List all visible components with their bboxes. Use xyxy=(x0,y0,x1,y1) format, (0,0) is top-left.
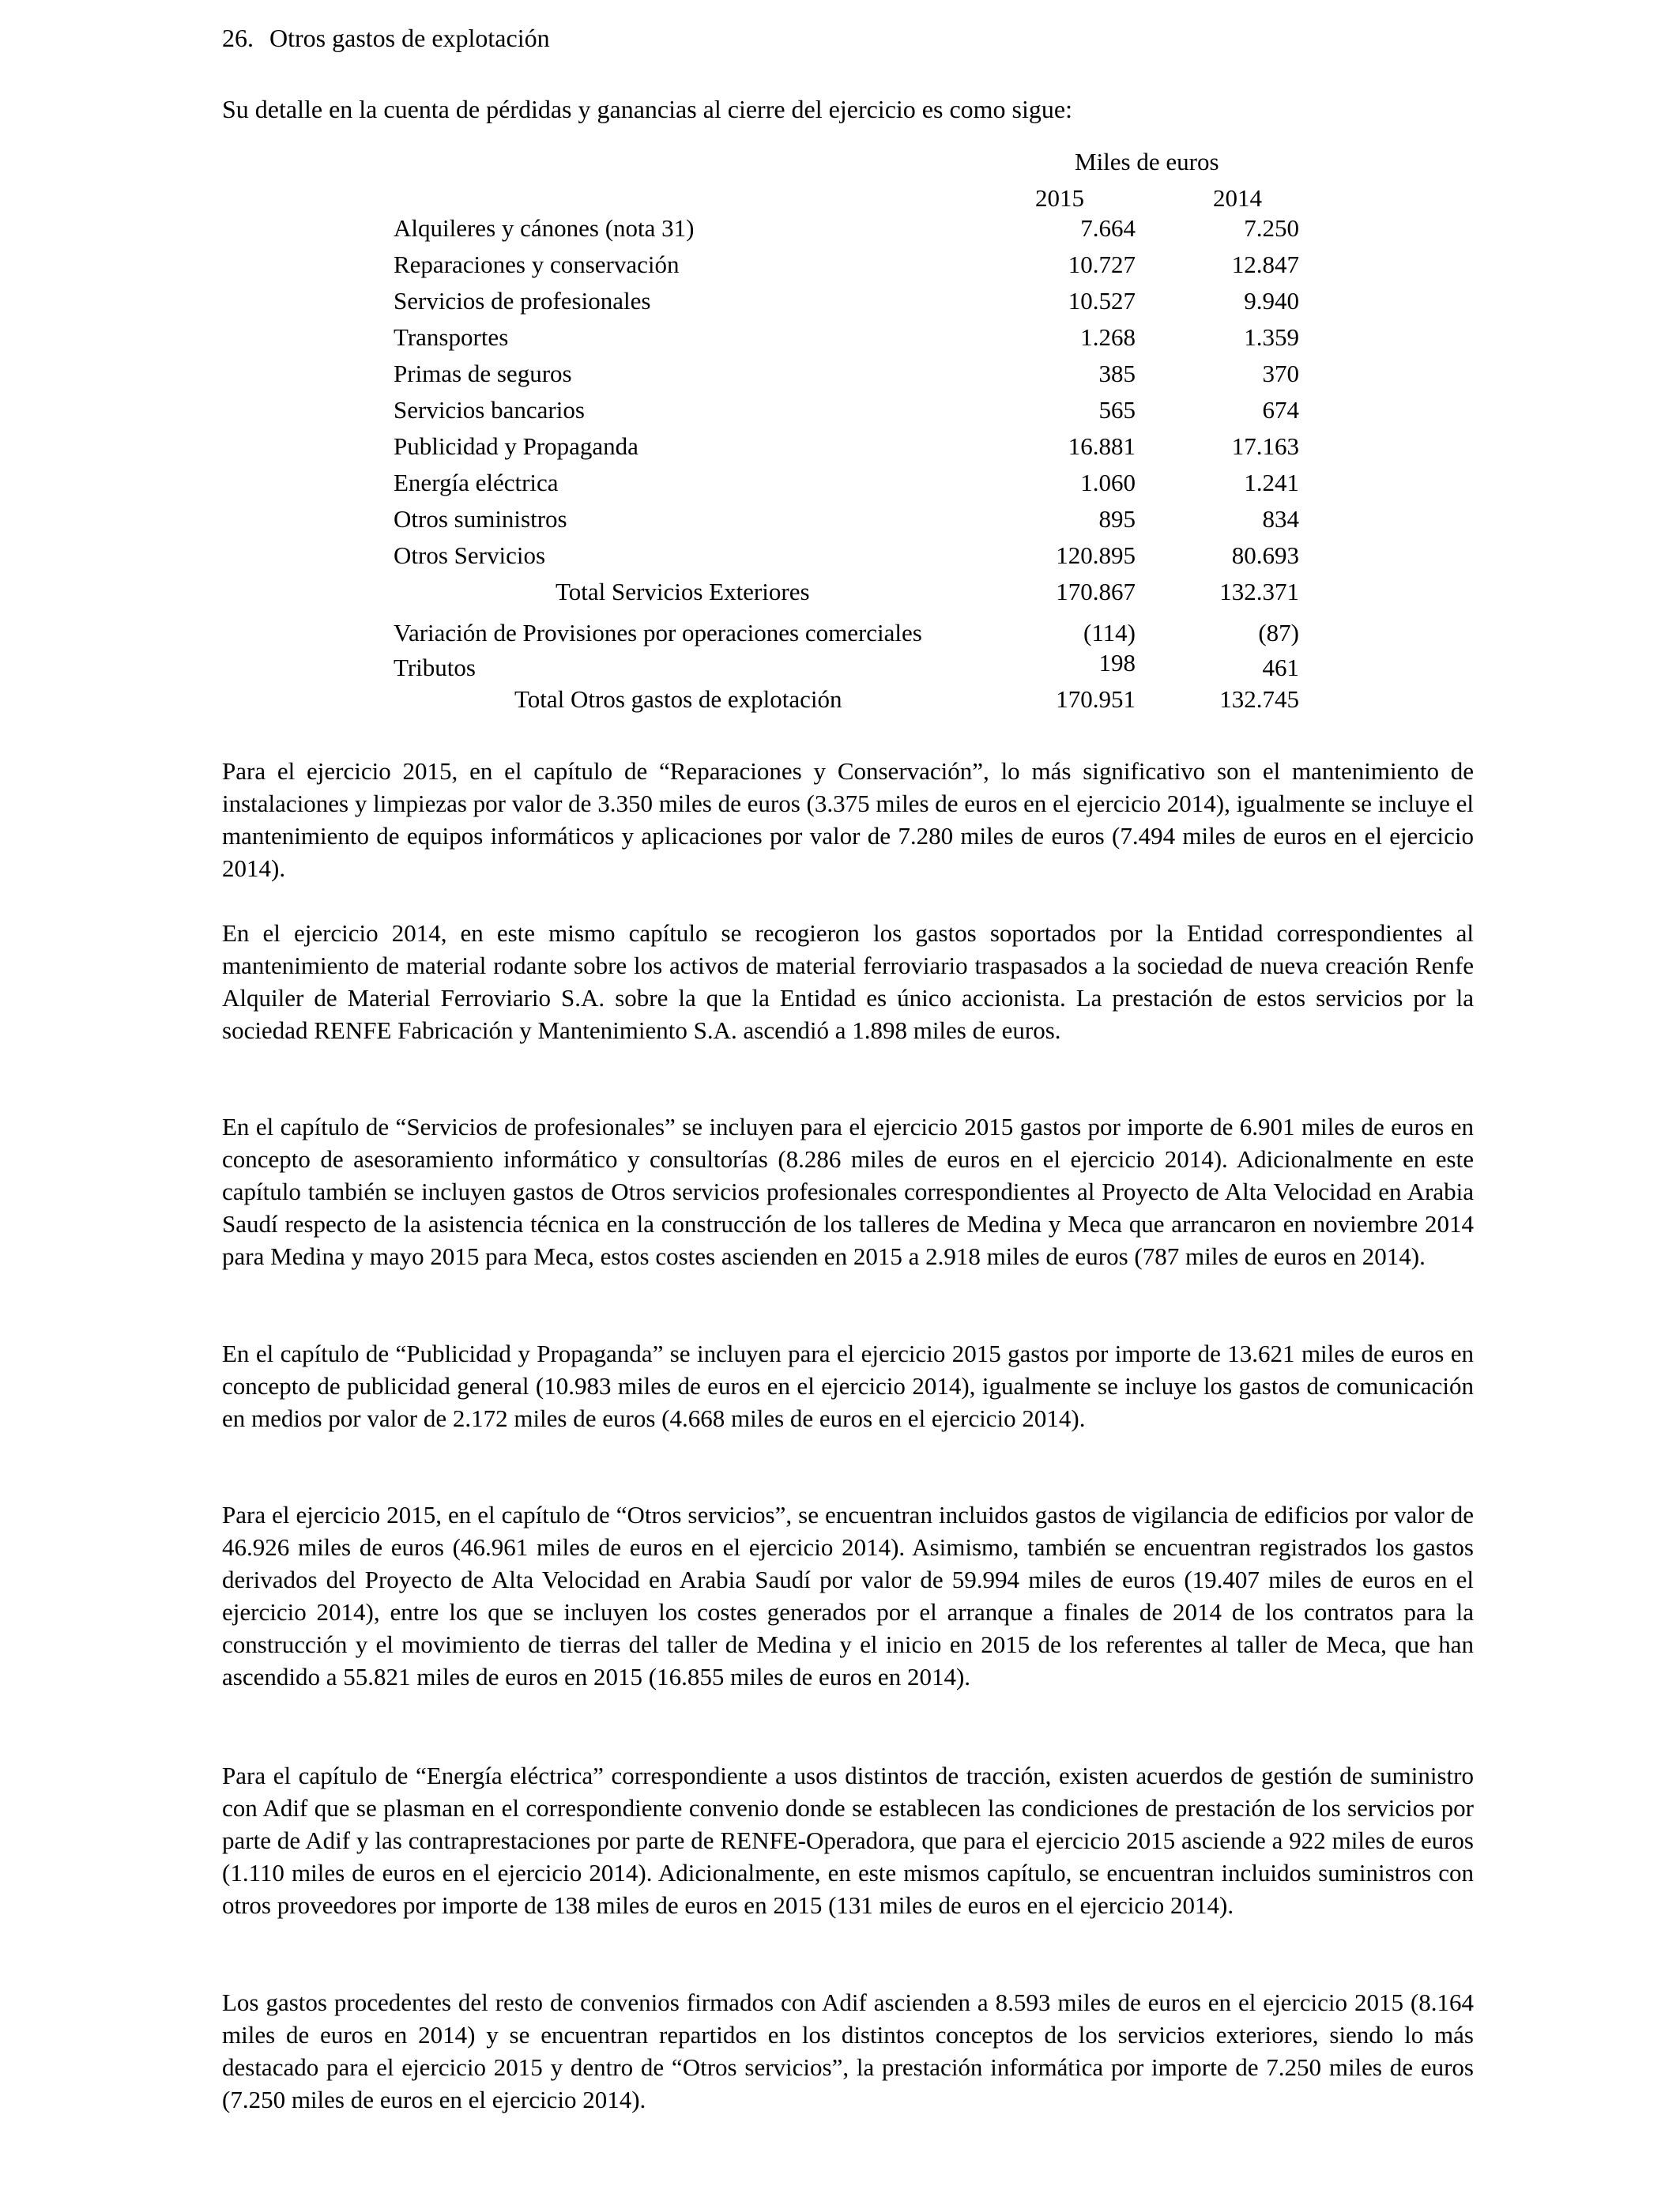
table-row xyxy=(0,466,1680,503)
row-value-2015: 198 xyxy=(1098,649,1136,677)
row-label: Energía eléctrica xyxy=(394,469,559,496)
row-value-2014: 1.241 xyxy=(1244,469,1299,496)
row-value-2014: 461 xyxy=(1262,654,1299,681)
paragraph-servicios-profesionales: En el capítulo de “Servicios de profesionales” se incluyen para el ejercicio 2015 gastos por importe de 6.901 miles de euros en concepto de asesoramiento informático y consultorías (8.286 miles de euros en el ejercicio 2014). Adicionalmente en este capítulo también se incluyen gastos de Otros servicios profesionales correspondientes al Proyecto de Alta Velocidad en Arabia Saudí respecto de la asistencia técnica en la construcción de los talleres de Medina y Meca que arrancaron en noviembre 2014 para Medina y mayo 2015 para Meca, estos costes ascienden en 2015 a 2.918 miles de euros (787 miles de euros en 2014). xyxy=(222,1113,1474,1270)
row-value-2015: 895 xyxy=(1098,505,1136,533)
row-value-2014: 132.371 xyxy=(1219,578,1299,605)
table-row xyxy=(0,539,1680,575)
row-label: Servicios de profesionales xyxy=(394,287,651,315)
row-value-2015: 565 xyxy=(1098,396,1136,424)
table-subtotal-row xyxy=(0,575,1680,612)
row-value-2015: 170.951 xyxy=(1056,685,1136,713)
row-label: Transportes xyxy=(394,323,509,351)
table-total-row xyxy=(0,683,1680,719)
table-row xyxy=(0,321,1680,357)
paragraph-material-rodante: En el ejercicio 2014, en este mismo capítulo se recogieron los gastos soportados por la Entidad correspondientes al mantenimiento de material rodante sobre los activos de material ferroviario traspasados a la sociedad de nueva creación Renfe Alquiler de Material Ferroviario S.A. sobre la que la Entidad es único accionista. La prestación de estos servicios por la sociedad RENFE Fabricación y Mantenimiento S.A. ascendió a 1.898 miles de euros. xyxy=(222,919,1474,1044)
row-value-2014: 674 xyxy=(1262,396,1299,424)
table-row xyxy=(0,430,1680,466)
row-value-2014: 12.847 xyxy=(1231,251,1299,278)
table-row xyxy=(0,503,1680,539)
row-value-2014: 132.745 xyxy=(1219,685,1299,713)
table-row xyxy=(0,394,1680,430)
row-value-2014: 1.359 xyxy=(1244,323,1299,351)
paragraph-reparaciones: Para el ejercicio 2015, en el capítulo de “Reparaciones y Conservación”, lo más significativo son el mantenimiento de instalaciones y limpiezas por valor de 3.350 miles de euros (3.375 miles de euros en el ejercicio 2014), igualmente se incluye el mantenimiento de equipos informáticos y aplicaciones por valor de 7.280 miles de euros (7.494 miles de euros en el ejercicio 2014). xyxy=(222,757,1474,882)
row-label: Variación de Provisiones por operaciones comerciales xyxy=(394,619,922,647)
row-value-2015: 10.727 xyxy=(1068,251,1136,278)
row-value-2014: 80.693 xyxy=(1231,541,1299,569)
row-value-2015: 120.895 xyxy=(1056,541,1136,569)
row-value-2015: (114) xyxy=(1083,619,1136,647)
intro-text: Su detalle en la cuenta de pérdidas y ganancias al cierre del ejercicio es como sigue: xyxy=(222,95,1072,123)
table-row xyxy=(0,285,1680,321)
section-title: Otros gastos de explotación xyxy=(269,24,550,52)
row-value-2014: 17.163 xyxy=(1231,432,1299,460)
table-year-2014: 2014 xyxy=(1213,184,1262,212)
section-number: 26. xyxy=(222,24,254,52)
row-value-2015: 170.867 xyxy=(1056,578,1136,605)
paragraph-publicidad: En el capítulo de “Publicidad y Propaganda” se incluyen para el ejercicio 2015 gastos por importe de 13.621 miles de euros en concepto de publicidad general (10.983 miles de euros en el ejercicio 2014), igualmente se incluye los gastos de comunicación en medios por valor de 2.172 miles de euros (4.668 miles de euros en el ejercicio 2014). xyxy=(222,1340,1474,1432)
row-value-2015: 10.527 xyxy=(1068,287,1136,315)
row-value-2015: 385 xyxy=(1098,360,1136,387)
row-value-2014: 9.940 xyxy=(1244,287,1299,315)
table-row xyxy=(0,212,1680,248)
row-label: Alquileres y cánones (nota 31) xyxy=(394,214,695,242)
row-label: Primas de seguros xyxy=(394,360,572,387)
row-label: Tributos xyxy=(394,654,476,681)
paragraph-convenios-adif: Los gastos procedentes del resto de convenios firmados con Adif ascienden a 8.593 miles de euros en el ejercicio 2015 (8.164 miles de euros en 2014) y se encuentran repartidos en los distintos conceptos de los servicios exteriores, siendo lo más destacado para el ejercicio 2015 y dentro de “Otros servicios”, la prestación informática por importe de 7.250 miles de euros (7.250 miles de euros en el ejercicio 2014). xyxy=(222,1989,1474,2113)
row-label: Publicidad y Propaganda xyxy=(394,432,638,460)
row-value-2015: 16.881 xyxy=(1068,432,1136,460)
paragraph-otros-servicios: Para el ejercicio 2015, en el capítulo de “Otros servicios”, se encuentran incluidos gastos de vigilancia de edificios por valor de 46.926 miles de euros (46.961 miles de euros en el ejercicio 2014). Asimismo, también se encuentran registrados los gastos derivados del Proyecto de Alta Velocidad en Arabia Saudí por valor de 59.994 miles de euros (19.407 miles de euros en el ejercicio 2014), entre los que se incluyen los costes generados por el arranque a finales de 2014 de los contratos para la construcción y el movimiento de tierras del taller de Medina y el inicio en 2015 de los referentes al taller de Meca, que han ascendido a 55.821 miles de euros en 2015 (16.855 miles de euros en 2014). xyxy=(222,1501,1474,1691)
table-year-2015: 2015 xyxy=(1035,184,1084,212)
row-value-2014: 370 xyxy=(1262,360,1299,387)
row-label: Otros suministros xyxy=(394,505,567,533)
table-row xyxy=(0,616,1680,653)
section-heading xyxy=(222,22,550,55)
row-label: Reparaciones y conservación xyxy=(394,251,680,278)
row-label: Otros Servicios xyxy=(394,541,546,569)
row-label: Servicios bancarios xyxy=(394,396,585,424)
paragraph-energia-electrica: Para el capítulo de “Energía eléctrica” correspondiente a usos distintos de tracción, existen acuerdos de gestión de suministro con Adif que se plasman en el correspondiente convenio donde se establecen las condiciones de prestación de los servicios por parte de Adif y las contraprestaciones por parte de RENFE-Operadora, que para el ejercicio 2015 asciende a 922 miles de euros (1.110 miles de euros en el ejercicio 2014). Adicionalmente, en este mismos capítulo, se encuentran incluidos suministros con otros proveedores por importe de 138 miles de euros en 2015 (131 miles de euros en el ejercicio 2014). xyxy=(222,1762,1474,1919)
table-row xyxy=(0,248,1680,285)
row-value-2014: (87) xyxy=(1258,619,1299,647)
row-label: Total Otros gastos de explotación xyxy=(514,685,842,713)
row-value-2014: 7.250 xyxy=(1244,214,1299,242)
table-row xyxy=(0,357,1680,394)
row-value-2015: 1.268 xyxy=(1080,323,1136,351)
row-value-2015: 1.060 xyxy=(1080,469,1136,496)
row-label: Total Servicios Exteriores xyxy=(556,578,810,605)
table-unit-header: Miles de euros xyxy=(1075,148,1219,175)
row-value-2015: 7.664 xyxy=(1080,214,1136,242)
row-value-2014: 834 xyxy=(1262,505,1299,533)
